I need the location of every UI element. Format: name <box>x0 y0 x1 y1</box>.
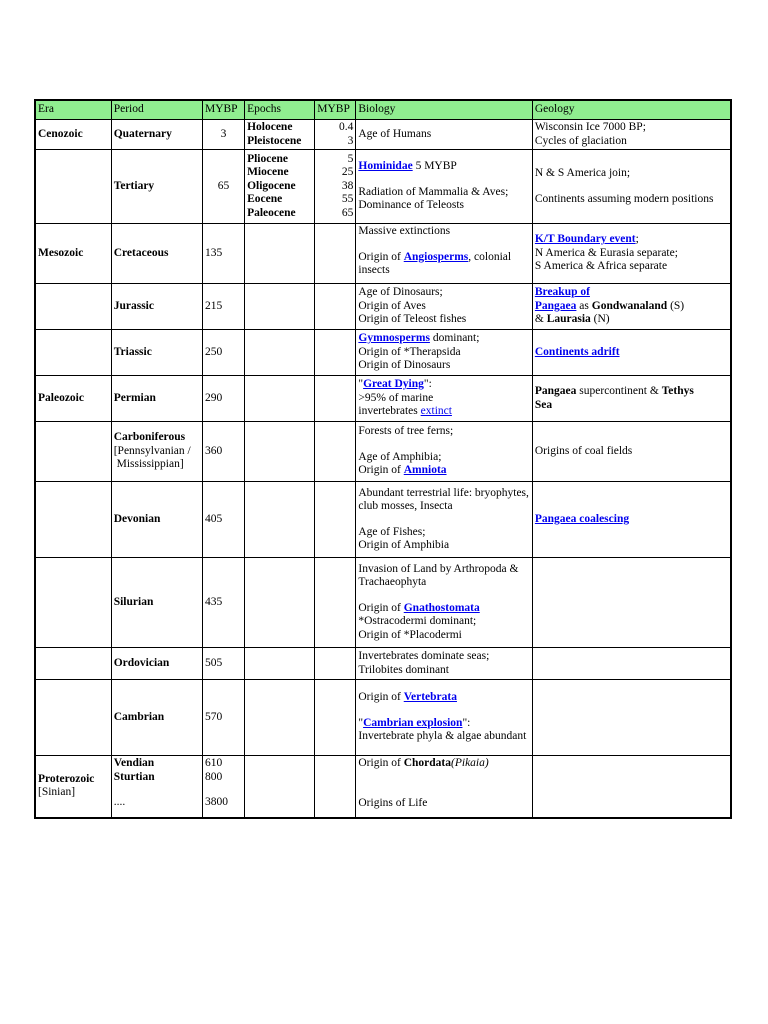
era-empty <box>35 558 111 648</box>
period-sub: [Pennsylvanian / <box>113 444 191 457</box>
era-empty <box>35 150 111 224</box>
link-extinct[interactable]: extinct <box>420 405 452 418</box>
biology-devonian <box>356 482 533 558</box>
row-permian <box>35 376 731 422</box>
epoch-mybp-value: 25 <box>341 166 354 179</box>
link-angiosperms[interactable]: Angiosperms <box>403 250 469 263</box>
period-permian: Permian <box>111 376 202 422</box>
link-gnathostomata[interactable]: Gnathostomata <box>403 601 480 614</box>
epoch-mybp-value: 0.4 <box>339 121 354 133</box>
bio-text: Origin of <box>358 691 404 704</box>
geology-line: Wisconsin Ice 7000 BP; <box>534 121 646 133</box>
mybp-carboniferous: 360 <box>202 422 244 482</box>
geology-empty <box>532 648 731 680</box>
geology-line: Cycles of glaciation <box>534 134 627 147</box>
link-continents-adrift[interactable]: Continents adrift <box>534 345 620 358</box>
header-period: Period <box>111 100 202 120</box>
geo-text: (N) <box>590 313 610 326</box>
geology-line: N America & Eurasia separate; <box>534 246 678 259</box>
biology-cretaceous <box>356 224 533 284</box>
period-jurassic: Jurassic <box>111 284 202 330</box>
geology-quaternary <box>532 120 731 150</box>
bio-text: Origin of <box>358 601 404 614</box>
epoch-mybp-empty <box>315 422 356 482</box>
epoch-mybp-value: 3 <box>347 134 354 147</box>
epoch-mybp-value: 65 <box>341 207 354 220</box>
mybp-proterozoic <box>202 756 244 818</box>
biology-cambrian <box>356 680 533 756</box>
geo-text: Tethys <box>661 385 694 398</box>
epoch-miocene: Miocene <box>247 166 289 179</box>
bio-text: ": <box>462 716 471 729</box>
era-empty <box>35 330 111 376</box>
epochs-empty <box>245 422 315 482</box>
mybp-jurassic: 215 <box>202 284 244 330</box>
epochs-tertiary <box>245 150 315 224</box>
geo-text: as <box>576 299 592 312</box>
era-empty <box>35 422 111 482</box>
bio-text: Origin of <box>358 250 404 263</box>
geology-line: Continents assuming modern positions <box>534 192 714 205</box>
link-breakup-of[interactable]: Breakup of <box>534 286 590 299</box>
row-jurassic <box>35 284 731 330</box>
bio-text: Origin of Amphibia <box>358 539 450 552</box>
geology-line: S America & Africa separate <box>534 260 668 273</box>
mybp-tertiary: 65 <box>202 150 244 224</box>
link-cambrian-explosion[interactable]: Cambrian explosion <box>363 716 463 729</box>
epoch-mybp-empty <box>315 376 356 422</box>
epoch-mybp-quaternary <box>315 120 356 150</box>
period-name: Carboniferous <box>113 431 186 444</box>
epochs-empty <box>245 330 315 376</box>
row-quaternary <box>35 120 731 150</box>
row-triassic <box>35 330 731 376</box>
epoch-paleocene: Paleocene <box>247 207 296 220</box>
epoch-mybp-empty <box>315 224 356 284</box>
bio-text: Trilobites dominant <box>358 663 449 676</box>
geology-empty <box>532 558 731 648</box>
mybp-value: 610 <box>204 757 223 770</box>
biology-quaternary: Age of Humans <box>356 120 533 150</box>
geology-empty <box>532 680 731 756</box>
link-kt-boundary[interactable]: K/T Boundary event <box>534 233 636 246</box>
bio-text: Origin of Dinosaurs <box>358 359 451 372</box>
bio-text: , colonial insects <box>358 250 512 277</box>
epoch-mybp-empty <box>315 648 356 680</box>
era-cenozoic: Cenozoic <box>35 120 111 150</box>
bio-text: Radiation of Mammalia & Aves; Dominance of Teleosts <box>358 185 509 212</box>
era-empty <box>35 284 111 330</box>
link-pangaea-coalescing[interactable]: Pangaea coalescing <box>534 512 630 525</box>
bio-text: Age of Fishes; <box>358 525 426 538</box>
row-silurian <box>35 558 731 648</box>
geology-jurassic <box>532 284 731 330</box>
mybp-permian: 290 <box>202 376 244 422</box>
epoch-mybp-empty <box>315 680 356 756</box>
epoch-pleistocene: Pleistocene <box>247 134 302 147</box>
bio-text: Origin of *Placodermi <box>358 629 462 642</box>
bio-text: Origin of <box>358 757 404 770</box>
bio-text: dominant; <box>429 332 480 345</box>
geology-empty <box>532 756 731 818</box>
geology-cretaceous <box>532 224 731 284</box>
epoch-mybp-empty <box>315 756 356 818</box>
epoch-holocene: Holocene <box>247 121 293 133</box>
bio-text: Origins of Life <box>358 796 428 809</box>
geology-tertiary <box>532 150 731 224</box>
geo-text: Gondwanaland <box>591 299 668 312</box>
epochs-empty <box>245 376 315 422</box>
geo-text: Laurasia <box>546 313 591 326</box>
epoch-mybp-empty <box>315 558 356 648</box>
period-vendian: Vendian <box>113 757 155 770</box>
header-epoch-mybp: MYBP <box>315 100 356 120</box>
biology-tertiary <box>356 150 533 224</box>
geo-text: & <box>534 313 547 326</box>
row-cambrian <box>35 680 731 756</box>
geology-permian <box>532 376 731 422</box>
bio-text: Origin of <box>358 464 404 477</box>
header-biology: Biology <box>356 100 533 120</box>
mybp-cambrian: 570 <box>202 680 244 756</box>
punct: ; <box>635 233 639 246</box>
epoch-mybp-tertiary <box>315 150 356 224</box>
bio-text: " <box>358 716 364 729</box>
epoch-mybp-value: 38 <box>341 179 354 192</box>
epoch-mybp-value: 5 <box>347 152 354 165</box>
bio-text: invertebrates <box>358 405 421 418</box>
period-carboniferous <box>111 422 202 482</box>
bio-text: Abundant terrestrial life: bryophytes, club mosses, Insecta <box>358 486 529 513</box>
era-empty <box>35 680 111 756</box>
era-sub: [Sinian] <box>38 786 76 799</box>
periods-proterozoic <box>111 756 202 818</box>
header-row <box>35 100 731 120</box>
geology-triassic <box>532 330 731 376</box>
mybp-triassic: 250 <box>202 330 244 376</box>
period-ordovician: Ordovician <box>111 648 202 680</box>
era-empty <box>35 482 111 558</box>
period-sub: Mississippian] <box>113 458 184 471</box>
geo-text: supercontinent & <box>576 385 662 398</box>
header-geology: Geology <box>532 100 731 120</box>
bio-text: Invasion of Land by Arthropoda & Trachaeophyta <box>358 562 519 589</box>
mybp-devonian: 405 <box>202 482 244 558</box>
link-vertebrata[interactable]: Vertebrata <box>403 691 457 704</box>
mybp-cretaceous: 135 <box>202 224 244 284</box>
link-gymnosperms[interactable]: Gymnosperms <box>358 332 430 345</box>
epochs-empty <box>245 224 315 284</box>
bio-text: Invertebrates dominate seas; <box>358 650 490 663</box>
bio-text: ": <box>423 378 432 391</box>
biology-proterozoic <box>356 756 533 818</box>
period-cretaceous: Cretaceous <box>111 224 202 284</box>
biology-triassic <box>356 330 533 376</box>
header-mybp: MYBP <box>202 100 244 120</box>
period-cambrian: Cambrian <box>111 680 202 756</box>
period-triassic: Triassic <box>111 330 202 376</box>
epoch-mybp-empty <box>315 330 356 376</box>
bio-text: " <box>358 378 364 391</box>
epoch-eocene: Eocene <box>247 193 283 206</box>
mybp-value: 800 <box>204 770 223 783</box>
bio-text: Invertebrate phyla & algae abundant <box>358 730 527 743</box>
geo-text: Pangaea <box>534 385 577 398</box>
biology-carboniferous <box>356 422 533 482</box>
period-sturtian: Sturtian <box>113 770 155 783</box>
mybp-value: 3800 <box>204 796 228 809</box>
bio-text: Origin of *Therapsida <box>358 345 461 358</box>
period-silurian: Silurian <box>111 558 202 648</box>
epoch-pliocene: Pliocene <box>247 152 288 165</box>
biology-silurian <box>356 558 533 648</box>
era-name: Proterozoic <box>38 772 95 785</box>
epoch-mybp-value: 55 <box>341 193 354 206</box>
epochs-empty <box>245 648 315 680</box>
bio-text: Origin of Teleost fishes <box>358 313 467 326</box>
epoch-oligocene: Oligocene <box>247 179 296 192</box>
link-amniota[interactable]: Amniota <box>403 464 447 477</box>
header-era: Era <box>35 100 111 120</box>
bio-text: 5 MYBP <box>412 160 457 173</box>
geo-text: Sea <box>534 398 553 411</box>
period-tertiary: Tertiary <box>111 150 202 224</box>
biology-jurassic <box>356 284 533 330</box>
epoch-mybp-empty <box>315 284 356 330</box>
bio-text: Age of Dinosaurs; <box>358 286 443 299</box>
header-epochs: Epochs <box>245 100 315 120</box>
bio-text: Massive extinctions <box>358 225 451 238</box>
era-empty <box>35 648 111 680</box>
epochs-empty <box>245 284 315 330</box>
link-great-dying[interactable]: Great Dying <box>363 378 424 391</box>
link-hominidae[interactable]: Hominidae <box>358 160 413 173</box>
bio-text: (Pikaia) <box>451 757 489 770</box>
era-mesozoic: Mesozoic <box>35 224 111 284</box>
mybp-silurian: 435 <box>202 558 244 648</box>
geologic-timescale-table <box>34 99 732 819</box>
epochs-quaternary <box>245 120 315 150</box>
epochs-empty <box>245 680 315 756</box>
row-devonian <box>35 482 731 558</box>
epochs-empty <box>245 482 315 558</box>
era-paleozoic: Paleozoic <box>35 376 111 422</box>
bio-text: Chordata <box>403 757 452 770</box>
epochs-empty <box>245 558 315 648</box>
period-devonian: Devonian <box>111 482 202 558</box>
biology-permian <box>356 376 533 422</box>
epoch-mybp-empty <box>315 482 356 558</box>
bio-text: Origin of Aves <box>358 299 426 312</box>
bio-text: *Ostracodermi dominant; <box>358 615 477 628</box>
row-proterozoic <box>35 756 731 818</box>
mybp-quaternary: 3 <box>202 120 244 150</box>
row-tertiary <box>35 150 731 224</box>
period-quaternary: Quaternary <box>111 120 202 150</box>
geology-line: N & S America join; <box>534 167 631 180</box>
bio-text: Forests of tree ferns; <box>358 425 454 438</box>
geology-devonian <box>532 482 731 558</box>
geology-carboniferous: Origins of coal fields <box>532 422 731 482</box>
row-cretaceous <box>35 224 731 284</box>
geo-text: (S) <box>667 299 685 312</box>
link-pangaea[interactable]: Pangaea <box>534 299 577 312</box>
biology-ordovician <box>356 648 533 680</box>
bio-text: >95% of marine <box>358 391 434 404</box>
period-ellipsis: .... <box>113 796 126 809</box>
mybp-ordovician: 505 <box>202 648 244 680</box>
bio-text: Age of Amphibia; <box>358 450 442 463</box>
row-carboniferous <box>35 422 731 482</box>
era-proterozoic <box>35 756 111 818</box>
epochs-empty <box>245 756 315 818</box>
row-ordovician <box>35 648 731 680</box>
